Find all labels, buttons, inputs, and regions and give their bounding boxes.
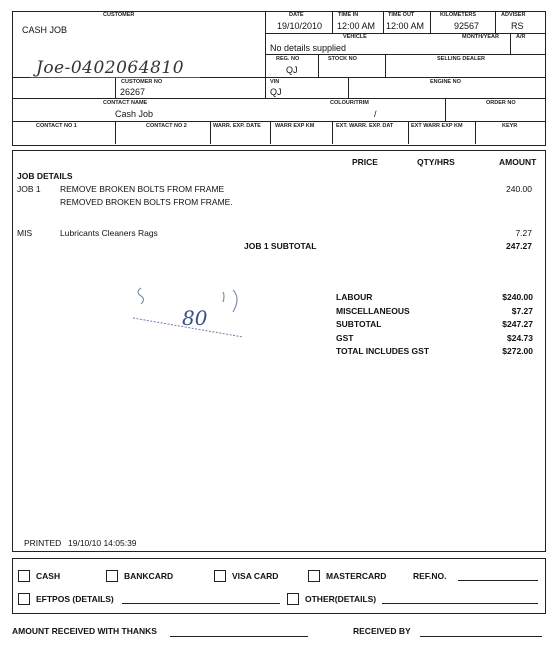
job-details-heading: JOB DETAILS	[17, 171, 73, 181]
header-divider	[332, 121, 333, 144]
engine-label: ENGINE NO	[430, 79, 461, 85]
payment-block	[12, 558, 546, 614]
totals-label: GST	[336, 332, 354, 343]
month-year-label: MONTH/YEAR	[462, 34, 499, 40]
time-out-value: 12:00 AM	[386, 21, 425, 31]
header-divider	[210, 121, 211, 144]
time-out-label: TIME OUT	[388, 12, 415, 18]
eftpos-checkbox[interactable]	[18, 593, 30, 605]
header-divider	[12, 121, 545, 122]
mis-description: Lubricants Cleaners Rags	[60, 228, 158, 238]
warr-exp-km-label: WARR EXP KM	[275, 123, 315, 129]
contact-name-label: CONTACT NAME	[103, 100, 148, 106]
mastercard-label: MASTERCARD	[326, 571, 387, 581]
cash-label: CASH	[36, 571, 61, 581]
reg-label: REG. NO	[276, 56, 300, 62]
ref-no-line[interactable]	[458, 580, 538, 581]
visa-checkbox[interactable]	[214, 570, 226, 582]
date-value: 19/10/2010	[277, 21, 323, 31]
colour-trim-label: COLOUR/TRIM	[330, 100, 369, 106]
kilometers-label: KILOMETERS	[440, 12, 477, 18]
header-divider	[430, 11, 431, 33]
job-details-block	[12, 150, 546, 552]
kilometers-value: 92567	[454, 21, 480, 31]
eftpos-label: EFTPOS (DETAILS)	[36, 594, 114, 604]
order-label: ORDER NO	[486, 100, 516, 106]
handwritten-note: 80	[182, 306, 208, 330]
handwritten-phone: Joe-0402064810	[36, 58, 185, 78]
totals-value: $24.73	[507, 332, 533, 343]
received-by-line[interactable]	[420, 636, 542, 637]
header-divider	[115, 77, 116, 98]
contact2-label: CONTACT NO 2	[146, 123, 187, 129]
contact-name-value: Cash Job	[115, 109, 154, 119]
header-divider	[510, 33, 511, 54]
ref-no-label: REF.NO.	[413, 571, 447, 581]
contact1-label: CONTACT NO 1	[36, 123, 77, 129]
header-divider	[383, 11, 384, 33]
amount-received-line[interactable]	[170, 636, 308, 637]
mis-amount: 7.27	[515, 228, 532, 238]
header-divider	[265, 11, 266, 98]
mastercard-checkbox[interactable]	[308, 570, 320, 582]
totals-label: LABOUR	[336, 292, 373, 302]
totals-value: $272.00	[502, 346, 533, 356]
totals-label: MISCELLANEOUS	[336, 305, 410, 316]
job-code: JOB 1	[17, 184, 41, 194]
amount-received-label: AMOUNT RECEIVED WITH THANKS	[12, 626, 157, 636]
subtotal-value: 247.27	[506, 241, 532, 251]
job-line-2: REMOVED BROKEN BOLTS FROM FRAME.	[60, 197, 233, 207]
eftpos-details-line[interactable]	[122, 603, 280, 604]
other-checkbox[interactable]	[287, 593, 299, 605]
job-amount: 240.00	[506, 184, 532, 194]
qty-column-header: QTY/HRS	[417, 157, 455, 167]
totals-value: $7.27	[511, 305, 533, 316]
totals-value: $240.00	[502, 292, 533, 302]
vin-value: QJ	[270, 87, 282, 97]
mis-code: MIS	[17, 228, 33, 238]
vehicle-label: VEHICLE	[343, 34, 367, 40]
header-divider	[332, 11, 333, 33]
cash-checkbox[interactable]	[18, 570, 30, 582]
time-in-value: 12:00 AM	[337, 21, 376, 31]
colour-trim-value: /	[374, 109, 377, 119]
header-divider	[265, 33, 545, 34]
other-label: OTHER(DETAILS)	[305, 594, 377, 604]
header-divider	[445, 98, 446, 121]
reg-value: QJ	[286, 65, 298, 75]
bankcard-label: BANKCARD	[124, 571, 174, 581]
adviser-label: ADVISER	[501, 12, 526, 18]
vin-label: VIN	[270, 79, 280, 85]
vehicle-value: No details supplied	[270, 43, 347, 53]
ext-warr-exp-dat-label: EXT. WARR. EXP. DAT	[336, 123, 394, 129]
adviser-value: RS	[511, 21, 524, 31]
totals-value: $247.27	[502, 319, 533, 329]
selling-dealer-label: SELLING DEALER	[437, 56, 485, 62]
header-divider	[265, 54, 545, 55]
other-details-line[interactable]	[382, 603, 538, 604]
header-divider	[270, 121, 271, 144]
stock-label: STOCK NO	[328, 56, 357, 62]
received-by-label: RECEIVED BY	[353, 626, 411, 636]
phone-underline	[30, 77, 200, 78]
warr-exp-date-label: WARR. EXP. DATE	[213, 123, 261, 129]
time-in-label: TIME IN	[338, 12, 359, 18]
ar-label: A/R	[516, 34, 526, 40]
header-divider	[12, 98, 545, 99]
visa-label: VISA CARD	[232, 571, 279, 581]
header-divider	[475, 121, 476, 144]
header-divider	[385, 54, 386, 77]
price-column-header: PRICE	[352, 157, 378, 167]
date-label: DATE	[289, 12, 304, 18]
customer-label: CUSTOMER	[103, 12, 135, 18]
header-divider	[115, 121, 116, 144]
header-divider	[408, 121, 409, 144]
totals-label: TOTAL INCLUDES GST	[336, 346, 430, 356]
job-line-1: REMOVE BROKEN BOLTS FROM FRAME	[60, 184, 225, 194]
keyr-label: KEYR	[502, 123, 518, 129]
customer-no-value: 26267	[120, 87, 146, 97]
amount-column-header: AMOUNT	[499, 157, 537, 167]
totals-label: SUBTOTAL	[336, 319, 382, 329]
bankcard-checkbox[interactable]	[106, 570, 118, 582]
printed-value: 19/10/10 14:05:39	[68, 538, 137, 548]
header-divider	[318, 54, 319, 77]
header-divider	[348, 77, 349, 98]
header-divider	[495, 11, 496, 33]
customer-no-label: CUSTOMER NO	[121, 79, 163, 85]
customer-value: CASH JOB	[22, 25, 68, 35]
subtotal-label: JOB 1 SUBTOTAL	[244, 241, 317, 251]
printed-label: PRINTED	[24, 538, 62, 548]
ext-warr-exp-km-label: EXT WARR EXP KM	[411, 123, 463, 129]
